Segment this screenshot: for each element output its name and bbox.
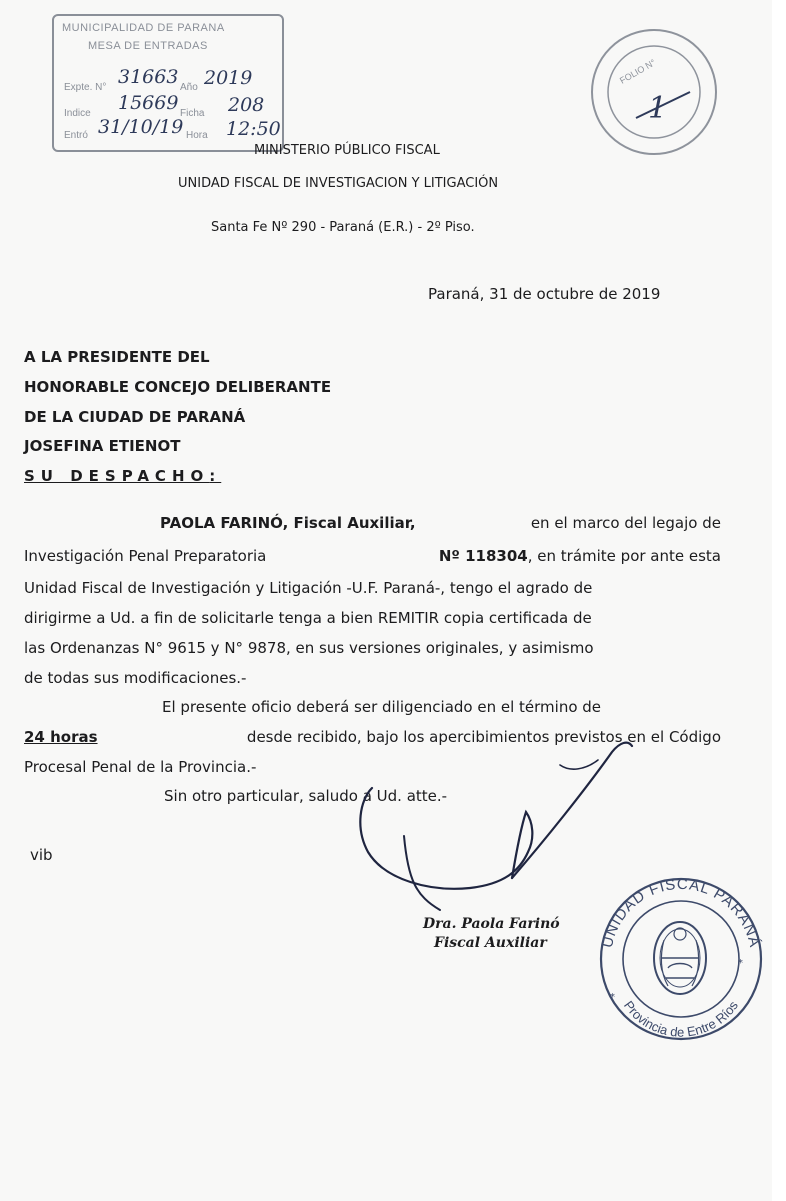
svg-text:UNIDAD FISCAL PARANÁ: [599, 876, 763, 950]
body-line-5: las Ordenanzas N° 9615 y N° 9878, en sus versiones originales, y asimismo: [24, 639, 594, 657]
fiscal-name: PAOLA FARINÓ, Fiscal Auxiliar,: [160, 514, 416, 532]
body-line-2-start: Investigación Penal Preparatoria: [24, 547, 267, 565]
entry-stamp-header-1: MUNICIPALIDAD DE PARANA: [62, 22, 225, 34]
folio-value: 1: [648, 91, 668, 126]
closing-line: Sin otro particular, saludo a Ud. atte.-: [164, 787, 448, 805]
body-line-3: Unidad Fiscal de Investigación y Litigación -U.F. Paraná-, tengo el agrado de: [24, 579, 593, 597]
initials: vib: [30, 846, 53, 864]
svg-text:*: *: [610, 992, 615, 1003]
expte-value: 31663: [118, 66, 179, 88]
indice-label: Indice: [64, 108, 91, 119]
svg-text:Provincia de Entre Ríos: [621, 998, 741, 1040]
su-despacho-text: SU DESPACHO: [24, 467, 210, 485]
hora-label: Hora: [186, 130, 208, 141]
addressee-line-2: HONORABLE CONCEJO DELIBERANTE: [24, 378, 332, 396]
year-label: Año: [180, 82, 198, 93]
signature-name: Dra. Paola Farinó: [423, 916, 560, 932]
entro-label: Entró: [64, 130, 88, 141]
seal-bottom-text: Provincia de Entre Ríos: [620, 998, 741, 1040]
entro-value: 31/10/19: [98, 116, 184, 138]
year-value: 2019: [204, 67, 253, 89]
signature-title: Fiscal Auxiliar: [434, 935, 547, 951]
legajo-number: Nº 118304: [438, 547, 528, 565]
addressee-line-4: JOSEFINA ETIENOT: [24, 437, 181, 455]
body-line-2-end: , en trámite por ante esta: [527, 547, 721, 565]
hora-value: 12:50: [226, 118, 281, 140]
folio-label: FOLIO N°: [618, 57, 658, 86]
expte-label: Expte. N°: [64, 82, 107, 93]
coat-of-arms-icon: [654, 922, 706, 994]
ficha-value: 208: [228, 94, 265, 116]
office-address: Santa Fe Nº 290 - Paraná (E.R.) - 2º Piso.: [211, 220, 475, 235]
body-line-7: El presente oficio deberá ser diligenciado en el término de: [162, 698, 602, 716]
ministerio-heading: MINISTERIO PÚBLICO FISCAL: [254, 143, 440, 158]
unidad-heading: UNIDAD FISCAL DE INVESTIGACION Y LITIGACIÓN: [178, 176, 499, 191]
body-line-8-rest: desde recibido, bajo los apercibimientos previstos en el Código: [246, 728, 721, 746]
indice-value: 15669: [118, 92, 179, 114]
document-date: Paraná, 31 de octubre de 2019: [428, 285, 661, 303]
body-line-4: dirigirme a Ud. a fin de solicitarle tenga a bien REMITIR copia certificada de: [24, 609, 592, 627]
addressee-line-3: DE LA CIUDAD DE PARANÁ: [24, 408, 246, 426]
entry-stamp-header-2: MESA DE ENTRADAS: [88, 40, 208, 52]
ficha-label: Ficha: [180, 108, 205, 119]
body-line-1-rest: en el marco del legajo de: [530, 514, 721, 532]
seal-top-text: UNIDAD FISCAL PARANÁ: [598, 875, 764, 950]
svg-text:*: *: [738, 958, 743, 969]
body-line-6: de todas sus modificaciones.-: [24, 669, 247, 687]
su-despacho-colon: :: [209, 467, 222, 485]
hours-term: 24 horas: [24, 728, 98, 746]
body-line-9: Procesal Penal de la Provincia.-: [24, 758, 257, 776]
addressee-line-1: A LA PRESIDENTE DEL: [24, 348, 210, 366]
